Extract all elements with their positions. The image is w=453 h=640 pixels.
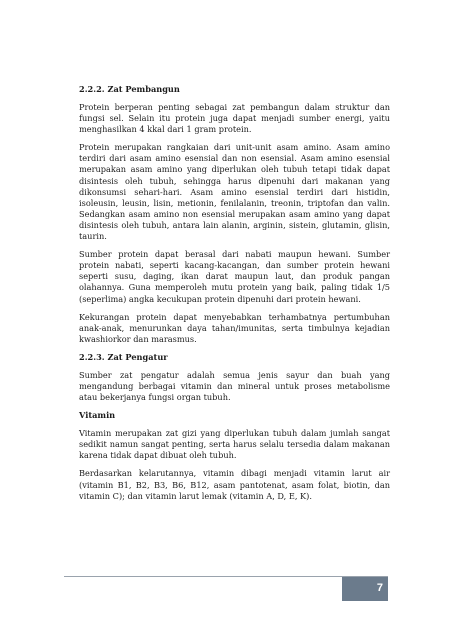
paragraph: Protein berperan penting sebagai zat pembangun dalam struktur dan fungsi sel. Selain itu protein juga dapat menjadi sumber energi, yaitu menghasilkan 4 kkal dari 1 gram protein.: [79, 102, 390, 135]
section-heading-zat-pengatur: 2.2.3. Zat Pengatur: [79, 351, 168, 362]
section-heading-vitamin: Vitamin: [79, 410, 116, 421]
paragraph: Sumber zat pengatur adalah semua jenis sayur dan buah yang mengandung berbagai vitamin dan mineral untuk proses metabolisme atau bekerjanya fungsi organ tubuh.: [79, 369, 390, 403]
paragraph: Berdasarkan kelarutannya, vitamin dibagi menjadi vitamin larut air (vitamin B1, B2, B3, B6, B12, asam pantotenat, asam folat, biotin, dan vitamin C); dan vitamin larut lemak (vitamin A, D, E, K).: [79, 468, 390, 501]
footer-divider: [64, 576, 388, 577]
page-content: [79, 84, 390, 509]
page-number-box: [342, 577, 388, 601]
paragraph: Protein merupakan rangkaian dari unit-unit asam amino. Asam amino terdiri dari asam amino esensial dan non esensial. Asam amino esensial merupakan asam amino yang diperlukan oleh tubuh tetapi tidak dapat disintesis oleh tubuh, sehingga harus dipenuhi dari makanan yang dikonsumsi sehari-hari. Asam amino esensial terdiri dari histidin, isoleusin, leusin, lisin, metionin, fenilalanin, treonin, triptofan dan valin. Sedangkan asam amino non esensial merupakan asam amino yang dapat disintesis oleh tubuh, antara lain alanin, arginin, sistein, glutamin, glisin, taurin.: [79, 142, 390, 242]
paragraph: Kekurangan protein dapat menyebabkan terhambatnya pertumbuhan anak-anak, menurunkan daya tahan/imunitas, serta timbulnya kejadian kwashiorkor dan marasmus.: [79, 311, 390, 344]
page-number: 7: [376, 582, 383, 594]
paragraph: Vitamin merupakan zat gizi yang diperlukan tubuh dalam jumlah sangat sedikit namun sangat penting, serta harus selalu tersedia dalam makanan karena tidak dapat dibuat oleh tubuh.: [79, 428, 390, 461]
paragraph: Sumber protein dapat berasal dari nabati maupun hewani. Sumber protein nabati, seperti kacang-kacangan, dan sumber protein hewani seperti susu, daging, ikan darat maupun laut, dan produk pangan olahannya. Guna memperoleh mutu protein yang baik, paling tidak 1/5 (seperlima) angka kecukupan protein dipenuhi dari protein hewani.: [79, 249, 390, 304]
section-heading-zat-pembangun: 2.2.2. Zat Pembangun: [79, 84, 180, 94]
